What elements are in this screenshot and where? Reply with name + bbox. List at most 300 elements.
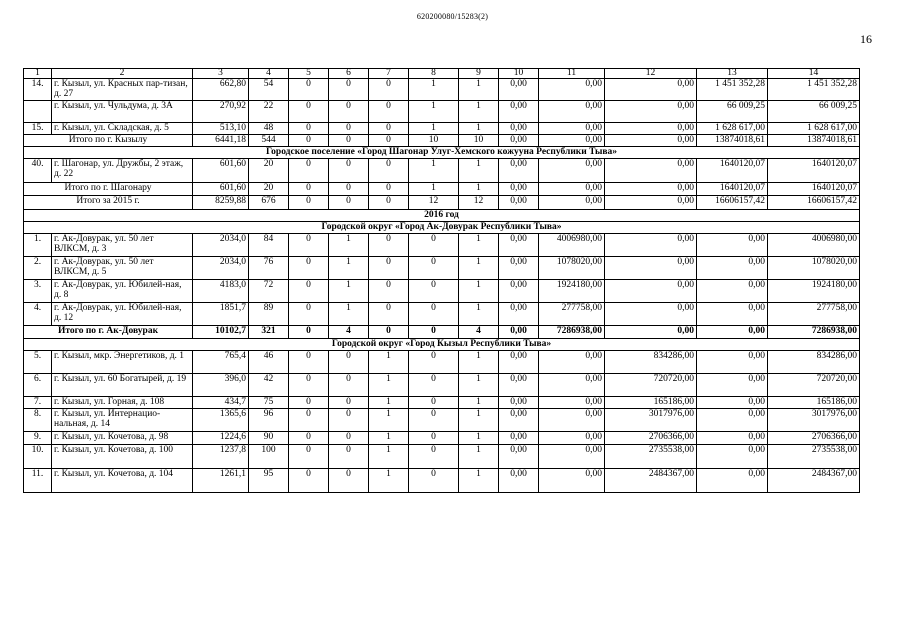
table-cell: 1 628 617,00 (768, 123, 860, 135)
table-cell: 0,00 (605, 79, 697, 101)
total-label: Итого по г. Шагонару (24, 183, 193, 196)
table-cell: 4 (329, 326, 369, 339)
table-cell: 0,00 (605, 280, 697, 303)
table-cell: 10102,7 (193, 326, 249, 339)
table-cell: 0 (289, 303, 329, 326)
table-cell: 0,00 (539, 196, 605, 210)
table-cell: 434,7 (193, 397, 249, 409)
table-cell: 1 (409, 101, 459, 123)
table-cell: 0,00 (539, 123, 605, 135)
table-cell: 2034,0 (193, 257, 249, 280)
table-cell: 0 (409, 280, 459, 303)
table-cell: 3017976,00 (768, 409, 860, 432)
table-cell: 0 (409, 351, 459, 374)
table-cell: 662,80 (193, 79, 249, 101)
table-cell: 0 (369, 101, 409, 123)
table-cell: 4183,0 (193, 280, 249, 303)
column-header: 9 (459, 69, 499, 79)
table-row (24, 397, 860, 409)
section-header-row (24, 222, 860, 234)
table-cell: 8. (24, 409, 52, 432)
table-cell: 10 (459, 135, 499, 147)
table-cell: 0 (369, 196, 409, 210)
table-cell: 0,00 (539, 374, 605, 397)
table-cell: 40. (24, 159, 52, 183)
table-cell: 1 451 352,28 (697, 79, 768, 101)
table-cell: 1 (459, 409, 499, 432)
table-cell: 0 (289, 257, 329, 280)
table-cell: 0 (329, 445, 369, 469)
table-cell: 0,00 (539, 183, 605, 196)
table-cell: 46 (249, 351, 289, 374)
table-row (24, 445, 860, 469)
table-cell: 1 451 352,28 (768, 79, 860, 101)
table-cell: 95 (249, 469, 289, 493)
table-cell: 0 (289, 79, 329, 101)
table-cell: 0 (329, 432, 369, 445)
table-cell: 513,10 (193, 123, 249, 135)
table-cell: 66 009,25 (697, 101, 768, 123)
table-cell: 2034,0 (193, 234, 249, 257)
address-cell: г. Кызыл, ул. Красных пар-тизан, д. 27 (52, 79, 193, 101)
table-cell: 0 (369, 303, 409, 326)
table-cell: 0,00 (605, 183, 697, 196)
table-cell: 165186,00 (768, 397, 860, 409)
table-cell: 0,00 (605, 234, 697, 257)
table-cell: 20 (249, 159, 289, 183)
table-row (24, 123, 860, 135)
table-cell: 0,00 (499, 374, 539, 397)
total-row (24, 135, 860, 147)
table-cell: 0,00 (499, 135, 539, 147)
table-cell: 0,00 (539, 159, 605, 183)
table-cell: 1 (459, 159, 499, 183)
table-cell: 0 (369, 79, 409, 101)
table-cell: 0 (289, 469, 329, 493)
table-cell: 3017976,00 (605, 409, 697, 432)
address-cell: г. Кызыл, ул. Кочетова, д. 98 (52, 432, 193, 445)
section-header-row (24, 147, 860, 159)
table-cell: 601,60 (193, 183, 249, 196)
table-cell: 0,00 (499, 159, 539, 183)
table-cell: 277758,00 (768, 303, 860, 326)
table-cell: 4006980,00 (539, 234, 605, 257)
document-id: 620200080/15283(2) (416, 12, 489, 21)
table-cell: 0,00 (499, 123, 539, 135)
table-cell: 720720,00 (605, 374, 697, 397)
table-cell: 0,00 (499, 79, 539, 101)
table-cell: 0 (329, 469, 369, 493)
table-cell: 0 (409, 303, 459, 326)
table-cell: 1 (369, 432, 409, 445)
table-cell: 0,00 (605, 101, 697, 123)
table-cell: 0 (329, 159, 369, 183)
table-cell: 1640120,07 (697, 159, 768, 183)
table-cell: 76 (249, 257, 289, 280)
table-cell: 0 (409, 374, 459, 397)
column-header: 13 (697, 69, 768, 79)
table-cell: 0,00 (499, 351, 539, 374)
table-row (24, 409, 860, 432)
table-cell: 0 (369, 135, 409, 147)
table-cell: 1 (459, 432, 499, 445)
table-cell: 0,00 (697, 303, 768, 326)
table-cell: 1 (459, 101, 499, 123)
table-cell: 11. (24, 469, 52, 493)
table-cell: 0 (289, 196, 329, 210)
table-cell: 0 (289, 280, 329, 303)
table-cell: 0,00 (499, 196, 539, 210)
table-cell: 14. (24, 79, 52, 101)
table-cell: 1 (369, 469, 409, 493)
table-cell: 0 (289, 326, 329, 339)
table-cell: 90 (249, 432, 289, 445)
column-header: 14 (768, 69, 860, 79)
column-header: 7 (369, 69, 409, 79)
table-cell: 765,4 (193, 351, 249, 374)
table-cell: 676 (249, 196, 289, 210)
table-cell: 0,00 (605, 123, 697, 135)
table-cell: 1 (409, 159, 459, 183)
table-cell: 0 (409, 469, 459, 493)
funding-table (23, 68, 860, 493)
table-cell: 1 (459, 79, 499, 101)
table-cell: 7286938,00 (768, 326, 860, 339)
table-cell: 1224,6 (193, 432, 249, 445)
table-cell: 13874018,61 (768, 135, 860, 147)
table-cell: 0,00 (697, 374, 768, 397)
table-cell: 0,00 (499, 303, 539, 326)
table-cell: 0 (409, 409, 459, 432)
table-cell: 15. (24, 123, 52, 135)
address-cell: г. Ак-Довурак, ул. 50 лет ВЛКСМ, д. 5 (52, 257, 193, 280)
table-cell: 0,00 (499, 445, 539, 469)
table-cell: 9. (24, 432, 52, 445)
table-cell: 0,00 (539, 469, 605, 493)
table-cell: 0 (329, 101, 369, 123)
table-cell: 0 (369, 234, 409, 257)
total-row (24, 183, 860, 196)
table-cell: 1 (459, 280, 499, 303)
table-cell: 0 (289, 432, 329, 445)
table-cell: 1 (459, 469, 499, 493)
table-cell: 2735538,00 (768, 445, 860, 469)
total-row (24, 326, 860, 339)
column-header: 5 (289, 69, 329, 79)
table-cell: 54 (249, 79, 289, 101)
table-cell: 1 (459, 123, 499, 135)
table-cell: 1 (369, 409, 409, 432)
table-cell: 96 (249, 409, 289, 432)
table-cell: 4. (24, 303, 52, 326)
address-cell: г. Кызыл, ул. Горная, д. 108 (52, 397, 193, 409)
table-cell: 0,00 (697, 257, 768, 280)
table-cell: 1365,6 (193, 409, 249, 432)
table-cell: 0 (369, 183, 409, 196)
table-cell: 0 (409, 445, 459, 469)
table-cell: 0,00 (499, 280, 539, 303)
table-row (24, 374, 860, 397)
table-cell: 7286938,00 (539, 326, 605, 339)
section-title: Городское поселение «Город Шагонар Улуг-Хемского кожууна Республики Тыва» (24, 147, 860, 159)
section-title: Городской округ «Город Ак-Довурак Республики Тыва» (24, 222, 860, 234)
table-cell: 1 (409, 123, 459, 135)
table-cell: 0,00 (539, 79, 605, 101)
table-cell: 4 (459, 326, 499, 339)
table-cell: 0 (369, 123, 409, 135)
table-cell: 8259,88 (193, 196, 249, 210)
table-cell: 1. (24, 234, 52, 257)
table-cell: 1924180,00 (768, 280, 860, 303)
table-cell: 0,00 (499, 183, 539, 196)
table-cell: 75 (249, 397, 289, 409)
table-cell: 0,00 (605, 159, 697, 183)
table-cell: 0 (329, 183, 369, 196)
address-cell: г. Ак-Довурак, ул. Юбилей-ная, д. 8 (52, 280, 193, 303)
table-cell: 1 (409, 79, 459, 101)
table-cell: 100 (249, 445, 289, 469)
table-cell: 0 (289, 374, 329, 397)
table-cell: 0,00 (539, 397, 605, 409)
table-cell: 5. (24, 351, 52, 374)
address-cell: г. Кызыл, ул. Складская, д. 5 (52, 123, 193, 135)
table-cell: 16606157,42 (768, 196, 860, 210)
table-cell: 0 (329, 123, 369, 135)
table-cell: 0 (289, 445, 329, 469)
table-cell: 0 (289, 351, 329, 374)
table-cell: 0,00 (539, 432, 605, 445)
table-cell: 0,00 (697, 445, 768, 469)
table-cell: 2. (24, 257, 52, 280)
table-cell: 0,00 (697, 234, 768, 257)
table-row (24, 303, 860, 326)
column-header: 11 (539, 69, 605, 79)
table-cell: 2484367,00 (768, 469, 860, 493)
column-header: 1 (24, 69, 52, 79)
table-cell: 1 (459, 397, 499, 409)
table-cell: 2735538,00 (605, 445, 697, 469)
table-cell: 1924180,00 (539, 280, 605, 303)
table-cell: 270,92 (193, 101, 249, 123)
table-cell: 0,00 (539, 409, 605, 432)
table-cell: 0,00 (539, 101, 605, 123)
table-cell: 1 (329, 234, 369, 257)
table-cell: 0 (369, 326, 409, 339)
column-header: 12 (605, 69, 697, 79)
table-cell: 0 (369, 159, 409, 183)
table-cell: 834286,00 (605, 351, 697, 374)
table-cell: 2706366,00 (605, 432, 697, 445)
table-cell: 1237,8 (193, 445, 249, 469)
table-cell: 0,00 (697, 409, 768, 432)
address-cell: г. Шагонар, ул. Дружбы, 2 этаж, д. 22 (52, 159, 193, 183)
table-cell: 0,00 (697, 280, 768, 303)
table-cell: 1 (459, 257, 499, 280)
table-cell: 1 (459, 183, 499, 196)
table-cell: 396,0 (193, 374, 249, 397)
column-header: 2 (52, 69, 193, 79)
address-cell: г. Ак-Довурак, ул. Юбилей-ная, д. 12 (52, 303, 193, 326)
table-cell: 0,00 (499, 257, 539, 280)
table-cell: 0 (409, 234, 459, 257)
table-cell: 12 (459, 196, 499, 210)
table-cell: 2706366,00 (768, 432, 860, 445)
table-cell: 0 (329, 135, 369, 147)
table-cell: 601,60 (193, 159, 249, 183)
table-cell: 0,00 (697, 397, 768, 409)
table-cell: 0,00 (605, 303, 697, 326)
table-cell: 165186,00 (605, 397, 697, 409)
address-cell: г. Кызыл, мкр. Энергетиков, д. 1 (52, 351, 193, 374)
table-row (24, 79, 860, 101)
table-cell: 544 (249, 135, 289, 147)
table-cell: 0 (289, 123, 329, 135)
table-cell: 1078020,00 (768, 257, 860, 280)
table-cell: 1 (329, 303, 369, 326)
table-cell: 0,00 (499, 409, 539, 432)
table-cell: 277758,00 (539, 303, 605, 326)
table-cell: 84 (249, 234, 289, 257)
table-cell: 0,00 (499, 397, 539, 409)
table-cell: 0 (329, 79, 369, 101)
table-cell: 1 628 617,00 (697, 123, 768, 135)
table-cell: 0 (289, 101, 329, 123)
table-cell: 13874018,61 (697, 135, 768, 147)
table-cell: 0 (369, 257, 409, 280)
total-row (24, 196, 860, 210)
table-cell: 3. (24, 280, 52, 303)
table-cell: 72 (249, 280, 289, 303)
table-cell: 0,00 (605, 326, 697, 339)
table-cell: 1 (409, 183, 459, 196)
table-cell: 834286,00 (768, 351, 860, 374)
table-cell: 20 (249, 183, 289, 196)
table-cell: 0,00 (499, 432, 539, 445)
table-cell: 6. (24, 374, 52, 397)
table-row (24, 101, 860, 123)
address-cell: г. Ак-Довурак, ул. 50 лет ВЛКСМ, д. 3 (52, 234, 193, 257)
total-label: Итого за 2015 г. (24, 196, 193, 210)
table-cell: 0,00 (605, 257, 697, 280)
table-row (24, 159, 860, 183)
table-cell: 48 (249, 123, 289, 135)
table-cell: 0 (329, 351, 369, 374)
table-cell: 1 (329, 280, 369, 303)
table-row (24, 280, 860, 303)
table-cell: 16606157,42 (697, 196, 768, 210)
table-cell: 0 (289, 183, 329, 196)
table-cell: 1640120,07 (768, 159, 860, 183)
table-cell: 1851,7 (193, 303, 249, 326)
table-cell: 66 009,25 (768, 101, 860, 123)
address-cell: г. Кызыл, ул. Интернацио-нальная, д. 14 (52, 409, 193, 432)
section-header-row (24, 210, 860, 222)
table-cell: 0 (409, 432, 459, 445)
table-cell: 0 (289, 397, 329, 409)
table-row (24, 234, 860, 257)
table-header-row (24, 69, 860, 79)
table-cell: 0,00 (697, 326, 768, 339)
table-cell: 1 (459, 445, 499, 469)
table-cell: 89 (249, 303, 289, 326)
page-number: 16 (860, 32, 872, 46)
table-cell: 0 (329, 196, 369, 210)
table-cell (24, 101, 52, 123)
column-header: 4 (249, 69, 289, 79)
table-row (24, 351, 860, 374)
table-cell: 4006980,00 (768, 234, 860, 257)
table-cell: 0 (289, 234, 329, 257)
total-label: Итого по г. Ак-Довурак (24, 326, 193, 339)
table-cell: 0 (409, 397, 459, 409)
address-cell: г. Кызыл, ул. 60 Богатырей, д. 19 (52, 374, 193, 397)
table-cell: 0,00 (697, 469, 768, 493)
table-cell: 1 (369, 445, 409, 469)
table-cell: 0 (409, 326, 459, 339)
table-cell: 10 (409, 135, 459, 147)
table-cell: 1640120,07 (697, 183, 768, 196)
address-cell: г. Кызыл, ул. Кочетова, д. 100 (52, 445, 193, 469)
table-cell: 12 (409, 196, 459, 210)
column-header: 8 (409, 69, 459, 79)
address-cell: г. Кызыл, ул. Чульдума, д. 3А (52, 101, 193, 123)
table-cell: 1 (459, 303, 499, 326)
table-cell: 1640120,07 (768, 183, 860, 196)
table-row (24, 257, 860, 280)
section-title: 2016 год (24, 210, 860, 222)
table-cell: 321 (249, 326, 289, 339)
table-cell: 1261,1 (193, 469, 249, 493)
table-cell: 0 (329, 397, 369, 409)
table-cell: 0 (289, 135, 329, 147)
table-cell: 0 (329, 409, 369, 432)
table-cell: 0 (369, 280, 409, 303)
table-cell: 0,00 (499, 469, 539, 493)
table-cell: 0,00 (697, 432, 768, 445)
table-cell: 0,00 (499, 234, 539, 257)
column-header: 3 (193, 69, 249, 79)
table-cell: 0,00 (697, 351, 768, 374)
table-cell: 0 (289, 409, 329, 432)
table-cell: 1 (369, 397, 409, 409)
table-cell: 1 (369, 351, 409, 374)
table-cell: 0,00 (539, 135, 605, 147)
table-cell: 0 (409, 257, 459, 280)
table-cell: 22 (249, 101, 289, 123)
column-header: 6 (329, 69, 369, 79)
table-cell: 0,00 (605, 196, 697, 210)
table-cell: 1 (369, 374, 409, 397)
table-cell: 1 (329, 257, 369, 280)
table-cell: 0,00 (499, 101, 539, 123)
table-cell: 1078020,00 (539, 257, 605, 280)
section-title: Городской округ «Город Кызыл Республики Тыва» (24, 339, 860, 351)
table-cell: 2484367,00 (605, 469, 697, 493)
table-cell: 0,00 (499, 326, 539, 339)
total-label: Итого по г. Кызылу (24, 135, 193, 147)
table-cell: 0 (289, 159, 329, 183)
table-cell: 1 (459, 351, 499, 374)
table-cell: 10. (24, 445, 52, 469)
table-row (24, 432, 860, 445)
table-cell: 0,00 (539, 351, 605, 374)
table-cell: 42 (249, 374, 289, 397)
section-header-row (24, 339, 860, 351)
table-cell: 7. (24, 397, 52, 409)
table-cell: 1 (459, 374, 499, 397)
table-cell: 1 (459, 234, 499, 257)
table-cell: 0 (329, 374, 369, 397)
